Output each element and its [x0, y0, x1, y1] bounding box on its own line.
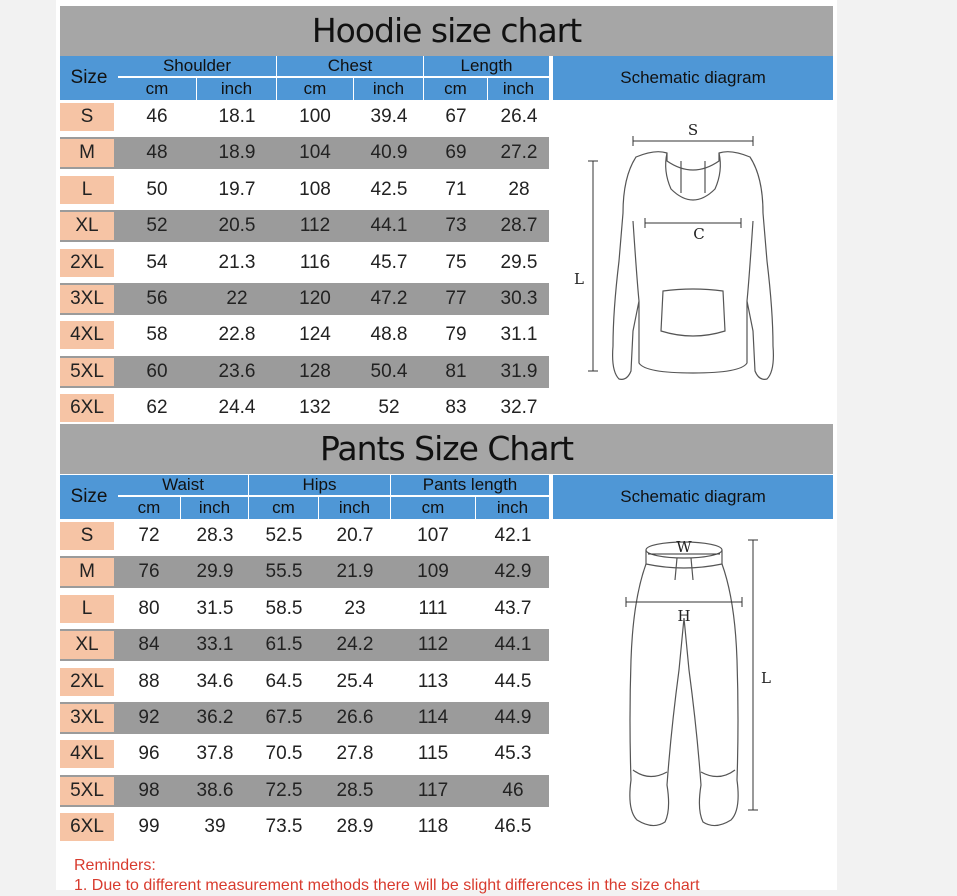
pants-unit-inch: inch: [319, 496, 390, 519]
size-cell: M: [60, 558, 114, 586]
table-cell: 29.5: [489, 249, 549, 277]
table-cell: 31.1: [489, 321, 549, 349]
table-cell: 44.5: [477, 668, 549, 696]
table-cell: 27.2: [489, 139, 549, 167]
pants-unit-cm: cm: [249, 496, 318, 519]
table-row: [60, 629, 549, 661]
table-cell: 42.5: [355, 176, 423, 204]
table-cell: 116: [278, 249, 352, 277]
size-cell: L: [60, 595, 114, 623]
table-cell: 83: [425, 394, 487, 422]
table-cell: 73.5: [250, 813, 318, 841]
pants-unit-inch: inch: [476, 496, 549, 519]
table-cell: 20.7: [320, 522, 390, 550]
hoodie-group-shoulder: Shoulder: [118, 56, 276, 76]
size-cell: 5XL: [60, 777, 114, 805]
size-chart-sheet: [56, 0, 837, 894]
table-cell: 18.1: [198, 103, 276, 131]
table-cell: 117: [392, 777, 474, 805]
pants-group-length: Pants length: [391, 475, 549, 495]
size-cell: M: [60, 139, 114, 167]
table-cell: 61.5: [250, 631, 318, 659]
pants-size-header: Size: [60, 475, 118, 519]
table-cell: 108: [278, 176, 352, 204]
size-cell: XL: [60, 631, 114, 659]
table-cell: 37.8: [182, 740, 248, 768]
table-cell: 67: [425, 103, 487, 131]
size-cell: 5XL: [60, 358, 114, 386]
table-cell: 48: [119, 139, 195, 167]
table-row: [60, 738, 549, 770]
size-cell: 4XL: [60, 321, 114, 349]
size-cell: 2XL: [60, 249, 114, 277]
size-cell: 4XL: [60, 740, 114, 768]
table-cell: 33.1: [182, 631, 248, 659]
table-cell: 21.3: [198, 249, 276, 277]
hoodie-group-chest: Chest: [277, 56, 423, 76]
table-cell: 109: [392, 558, 474, 586]
table-cell: 60: [119, 358, 195, 386]
hoodie-unit-inch: inch: [354, 77, 423, 100]
table-cell: 24.4: [198, 394, 276, 422]
table-cell: 92: [119, 704, 179, 732]
table-row: [60, 247, 549, 279]
hoodie-label-s: S: [687, 121, 699, 139]
table-cell: 72.5: [250, 777, 318, 805]
table-cell: 62: [119, 394, 195, 422]
reminders-heading: Reminders:: [74, 857, 156, 874]
table-cell: 23.6: [198, 358, 276, 386]
table-cell: 39.4: [355, 103, 423, 131]
pants-unit-cm: cm: [118, 496, 180, 519]
table-cell: 132: [278, 394, 352, 422]
table-row: [60, 392, 549, 424]
pants-label-l: L: [761, 669, 771, 687]
hoodie-group-length: Length: [424, 56, 549, 76]
pants-unit-cm: cm: [391, 496, 475, 519]
table-cell: 112: [278, 212, 352, 240]
table-cell: 56: [119, 285, 195, 313]
table-cell: 52: [119, 212, 195, 240]
table-row: [60, 593, 549, 625]
table-cell: 40.9: [355, 139, 423, 167]
table-cell: 29.9: [182, 558, 248, 586]
table-cell: 113: [392, 668, 474, 696]
table-cell: 23: [320, 595, 390, 623]
table-cell: 118: [392, 813, 474, 841]
size-cell: 3XL: [60, 285, 114, 313]
table-row: [60, 811, 549, 843]
table-cell: 30.3: [489, 285, 549, 313]
table-cell: 44.1: [355, 212, 423, 240]
size-cell: XL: [60, 212, 114, 240]
hoodie-label-l: L: [574, 270, 584, 288]
table-cell: 46: [119, 103, 195, 131]
table-cell: 79: [425, 321, 487, 349]
table-cell: 70.5: [250, 740, 318, 768]
hoodie-schematic-panel: [553, 101, 833, 422]
table-cell: 28.3: [182, 522, 248, 550]
table-cell: 120: [278, 285, 352, 313]
table-cell: 32.7: [489, 394, 549, 422]
table-cell: 47.2: [355, 285, 423, 313]
hoodie-title: Hoodie size chart: [60, 6, 833, 56]
size-cell: L: [60, 176, 114, 204]
table-cell: 50: [119, 176, 195, 204]
table-cell: 104: [278, 139, 352, 167]
hoodie-label-c: C: [693, 225, 705, 243]
table-cell: 31.9: [489, 358, 549, 386]
table-cell: 21.9: [320, 558, 390, 586]
table-cell: 39: [182, 813, 248, 841]
pants-schematic-panel: [553, 520, 833, 844]
table-cell: 107: [392, 522, 474, 550]
table-cell: 27.8: [320, 740, 390, 768]
size-cell: 2XL: [60, 668, 114, 696]
table-cell: 46: [477, 777, 549, 805]
table-row: [60, 283, 549, 315]
table-cell: 58: [119, 321, 195, 349]
table-cell: 81: [425, 358, 487, 386]
pants-unit-inch: inch: [181, 496, 248, 519]
table-cell: 45.7: [355, 249, 423, 277]
table-row: [60, 210, 549, 242]
pants-title: Pants Size Chart: [60, 424, 833, 474]
table-cell: 69: [425, 139, 487, 167]
table-cell: 124: [278, 321, 352, 349]
table-cell: 22.8: [198, 321, 276, 349]
table-row: [60, 702, 549, 734]
table-row: [60, 520, 549, 552]
reminders-line-1: 1. Due to different measurement methods there will be slight differences in the size chart: [74, 877, 700, 894]
hoodie-unit-inch: inch: [197, 77, 276, 100]
table-cell: 20.5: [198, 212, 276, 240]
table-cell: 99: [119, 813, 179, 841]
table-cell: 42.1: [477, 522, 549, 550]
table-cell: 19.7: [198, 176, 276, 204]
table-cell: 22: [198, 285, 276, 313]
table-cell: 28.7: [489, 212, 549, 240]
table-cell: 54: [119, 249, 195, 277]
table-cell: 31.5: [182, 595, 248, 623]
table-cell: 25.4: [320, 668, 390, 696]
table-cell: 52.5: [250, 522, 318, 550]
table-cell: 88: [119, 668, 179, 696]
pants-group-hips: Hips: [249, 475, 390, 495]
size-cell: 6XL: [60, 813, 114, 841]
table-cell: 72: [119, 522, 179, 550]
table-cell: 55.5: [250, 558, 318, 586]
table-row: [60, 137, 549, 169]
hoodie-unit-cm: cm: [424, 77, 487, 100]
table-cell: 128: [278, 358, 352, 386]
hoodie-unit-cm: cm: [277, 77, 353, 100]
table-cell: 76: [119, 558, 179, 586]
table-cell: 38.6: [182, 777, 248, 805]
table-cell: 42.9: [477, 558, 549, 586]
hoodie-unit-cm: cm: [118, 77, 196, 100]
table-cell: 26.4: [489, 103, 549, 131]
table-cell: 52: [355, 394, 423, 422]
table-cell: 46.5: [477, 813, 549, 841]
table-cell: 28.9: [320, 813, 390, 841]
pants-label-w: W: [676, 538, 692, 556]
table-cell: 34.6: [182, 668, 248, 696]
table-cell: 28.5: [320, 777, 390, 805]
table-row: [60, 356, 549, 388]
table-cell: 44.1: [477, 631, 549, 659]
table-cell: 80: [119, 595, 179, 623]
table-row: [60, 101, 549, 133]
table-row: [60, 556, 549, 588]
hoodie-outline: [613, 152, 774, 380]
table-cell: 96: [119, 740, 179, 768]
table-cell: 98: [119, 777, 179, 805]
table-cell: 77: [425, 285, 487, 313]
table-cell: 26.6: [320, 704, 390, 732]
table-row: [60, 775, 549, 807]
table-cell: 48.8: [355, 321, 423, 349]
table-cell: 114: [392, 704, 474, 732]
size-cell: 3XL: [60, 704, 114, 732]
reminders: [74, 856, 700, 896]
table-cell: 84: [119, 631, 179, 659]
size-cell: S: [60, 103, 114, 131]
table-cell: 71: [425, 176, 487, 204]
pants-label-h: H: [677, 607, 691, 625]
pants-diagram: [553, 520, 833, 844]
table-cell: 24.2: [320, 631, 390, 659]
table-cell: 67.5: [250, 704, 318, 732]
table-cell: 45.3: [477, 740, 549, 768]
table-row: [60, 319, 549, 351]
table-cell: 43.7: [477, 595, 549, 623]
table-row: [60, 174, 549, 206]
pants-measure-lines: [626, 540, 758, 810]
table-cell: 44.9: [477, 704, 549, 732]
table-cell: 111: [392, 595, 474, 623]
pants-outline: [630, 542, 738, 826]
pants-group-waist: Waist: [118, 475, 248, 495]
table-cell: 75: [425, 249, 487, 277]
table-cell: 28: [489, 176, 549, 204]
table-cell: 100: [278, 103, 352, 131]
table-cell: 64.5: [250, 668, 318, 696]
table-cell: 18.9: [198, 139, 276, 167]
hoodie-diagram: [553, 101, 833, 422]
table-row: [60, 666, 549, 698]
table-cell: 115: [392, 740, 474, 768]
hoodie-size-header: Size: [60, 56, 118, 100]
size-cell: 6XL: [60, 394, 114, 422]
table-cell: 73: [425, 212, 487, 240]
pants-schematic-header: Schematic diagram: [553, 475, 833, 519]
hoodie-unit-inch: inch: [488, 77, 549, 100]
table-cell: 50.4: [355, 358, 423, 386]
size-cell: S: [60, 522, 114, 550]
table-cell: 58.5: [250, 595, 318, 623]
table-cell: 112: [392, 631, 474, 659]
hoodie-schematic-header: Schematic diagram: [553, 56, 833, 100]
table-cell: 36.2: [182, 704, 248, 732]
